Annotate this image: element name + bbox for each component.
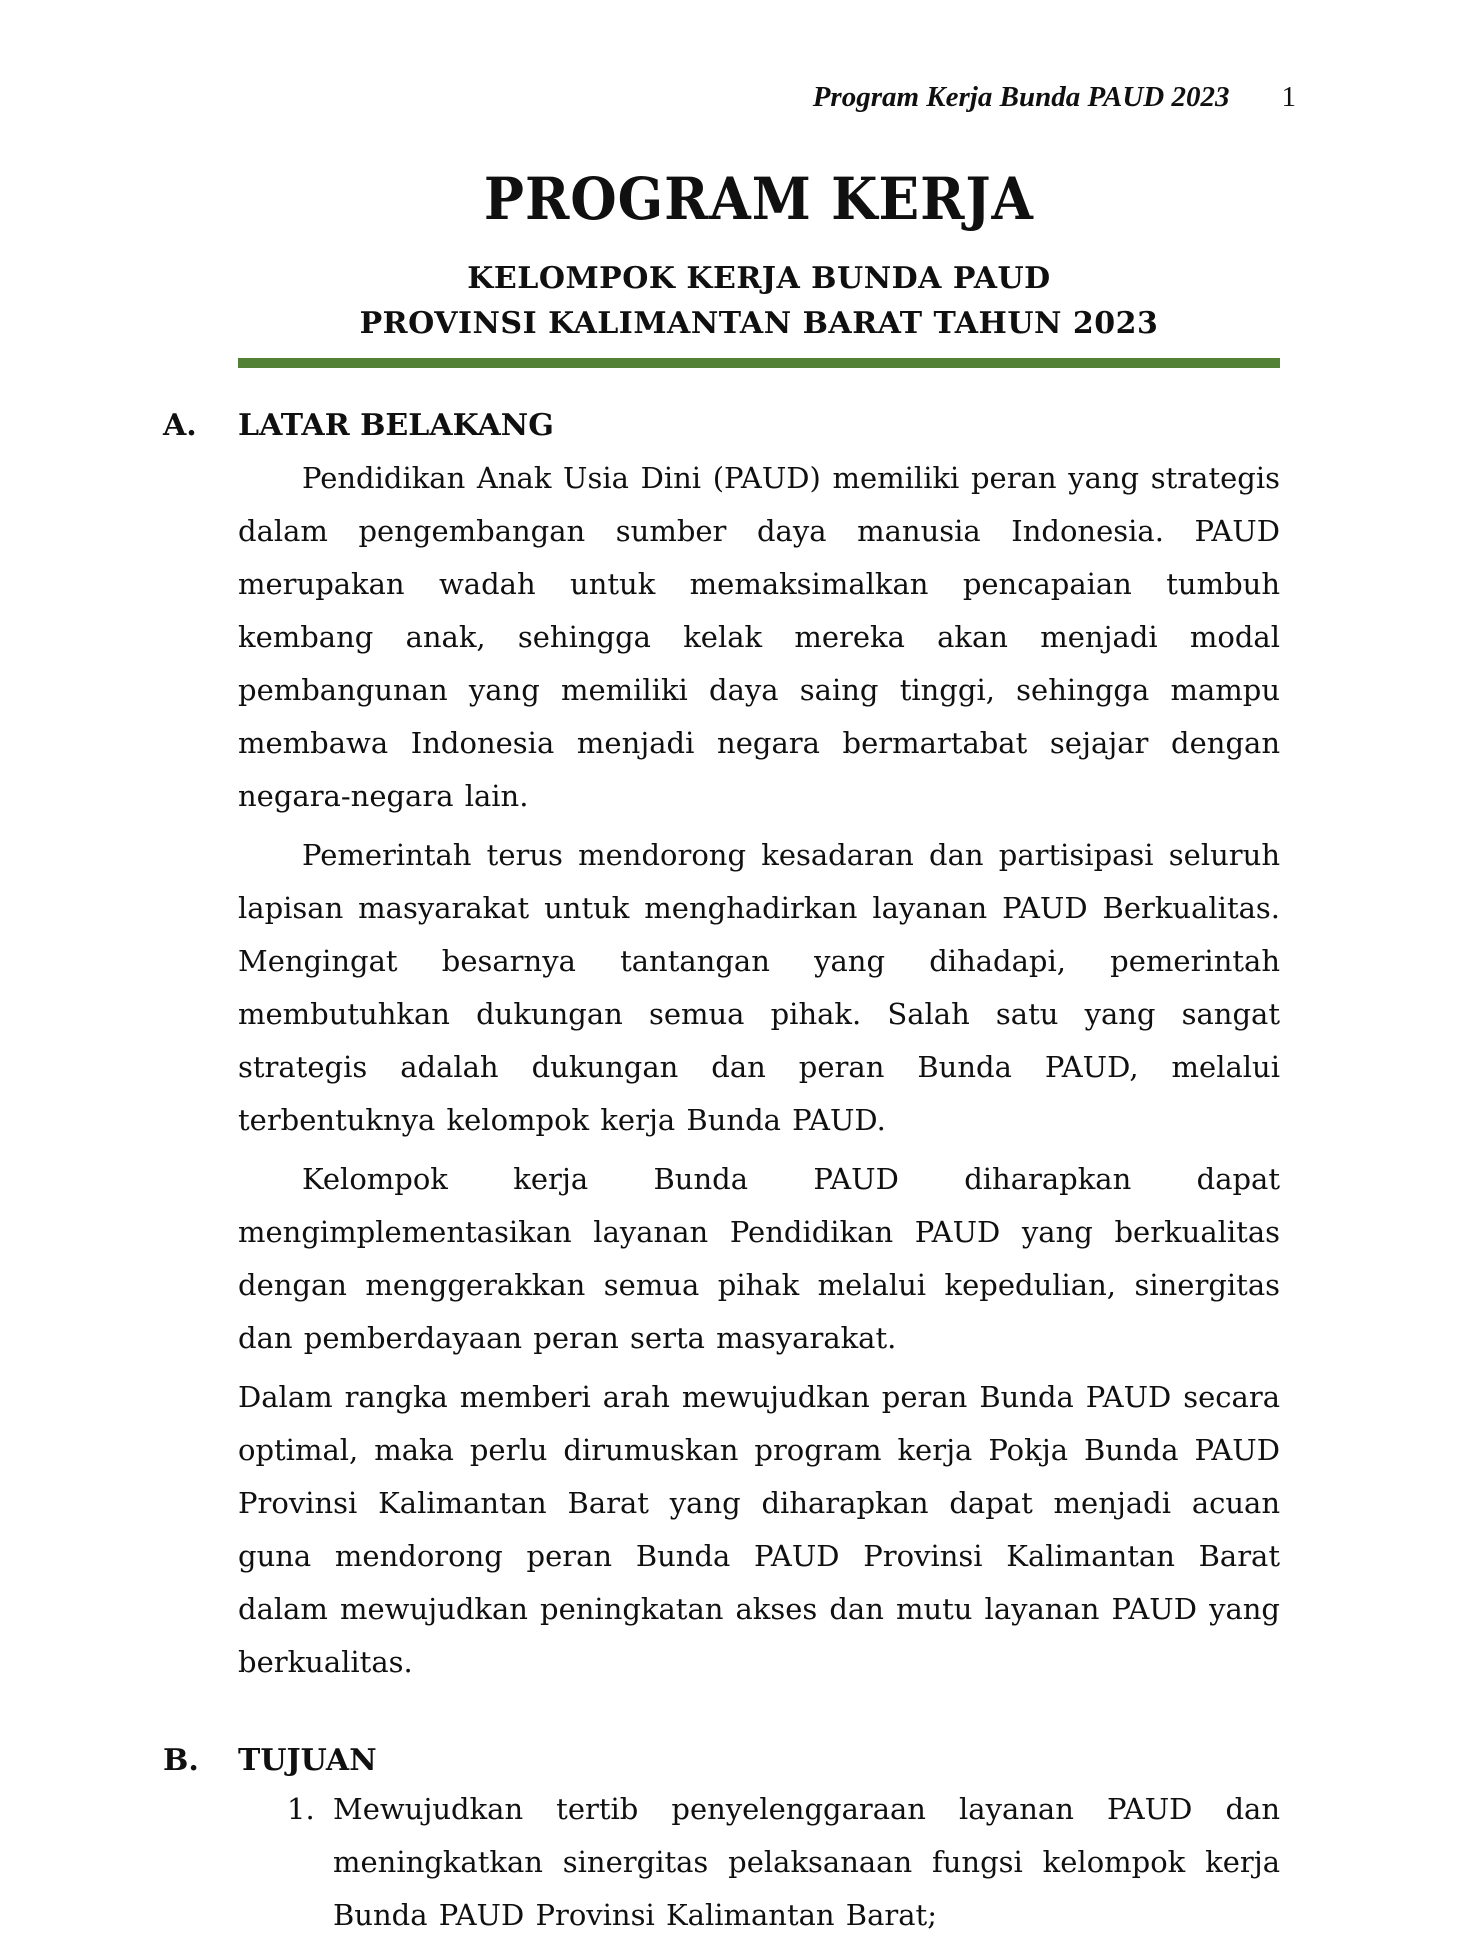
subtitle-line-2: PROVINSI KALIMANTAN BARAT TAHUN 2023 bbox=[359, 306, 1159, 341]
paragraph: Pendidikan Anak Usia Dini (PAUD) memiliki peran yang strategis dalam pengembangan sumber daya manusia Indonesia. PAUD merupakan wadah untuk memaksimalkan pencapaian tumbuh kembang anak, sehingga kelak mereka akan menjadi modal pembangunan yang memiliki daya saing tinggi, sehingga mampu membawa Indonesia menjadi negara bermartabat sejajar dengan negara-negara lain. bbox=[238, 461, 1280, 813]
section-title: LATAR BELAKANG bbox=[238, 408, 554, 443]
subtitle-line-1: KELOMPOK KERJA BUNDA PAUD bbox=[467, 261, 1051, 296]
section-tujuan bbox=[163, 1741, 1280, 1942]
list-item-number: 1. bbox=[287, 1792, 315, 1826]
document-title-text: PROGRAM KERJA bbox=[484, 165, 1034, 233]
section-body bbox=[238, 1783, 1280, 1942]
document-title bbox=[238, 165, 1280, 233]
section-latar-belakang bbox=[163, 406, 1280, 1689]
section-body bbox=[238, 452, 1280, 1689]
list-item bbox=[238, 1783, 1280, 1942]
paragraph: Dalam rangka memberi arah mewujudkan peran Bunda PAUD secara optimal, maka perlu dirumuskan program kerja Pokja Bunda PAUD Provinsi Kalimantan Barat yang diharapkan dapat menjadi acuan guna mendorong peran Bunda PAUD Provinsi Kalimantan Barat dalam mewujudkan peningkatan akses dan mutu layanan PAUD yang berkualitas. bbox=[238, 1380, 1280, 1679]
paragraph: Kelompok kerja Bunda PAUD diharapkan dapat mengimplementasikan layanan Pendidikan PAUD yang berkualitas dengan menggerakkan semua pihak melalui kepedulian, sinergitas dan pemberdayaan peran serta masyarakat. bbox=[238, 1162, 1280, 1355]
list-item-text: Mewujudkan tertib penyelenggaraan layanan PAUD dan meningkatkan sinergitas pelaksanaan fungsi kelompok kerja Bunda PAUD Provinsi Kalimantan Barat; bbox=[333, 1792, 1280, 1932]
section-heading bbox=[163, 406, 1280, 446]
paragraph: Pemerintah terus mendorong kesadaran dan partisipasi seluruh lapisan masyarakat untuk menghadirkan layanan PAUD Berkualitas. Mengingat besarnya tantangan yang dihadapi, pemerintah membutuhkan dukungan semua pihak. Salah satu yang sangat strategis adalah dukungan dan peran Bunda PAUD, melalui terbentuknya kelompok kerja Bunda PAUD. bbox=[238, 838, 1280, 1137]
section-title: TUJUAN bbox=[238, 1743, 377, 1778]
running-header-title: Program Kerja Bunda PAUD 2023 bbox=[812, 81, 1230, 113]
section-heading bbox=[163, 1741, 1280, 1781]
document-subtitle bbox=[238, 256, 1280, 346]
section-label: B. bbox=[163, 1743, 199, 1778]
page-number: 1 bbox=[1281, 81, 1296, 113]
section-label: A. bbox=[163, 408, 197, 443]
divider-rule bbox=[238, 358, 1280, 368]
page-header bbox=[238, 80, 1296, 114]
